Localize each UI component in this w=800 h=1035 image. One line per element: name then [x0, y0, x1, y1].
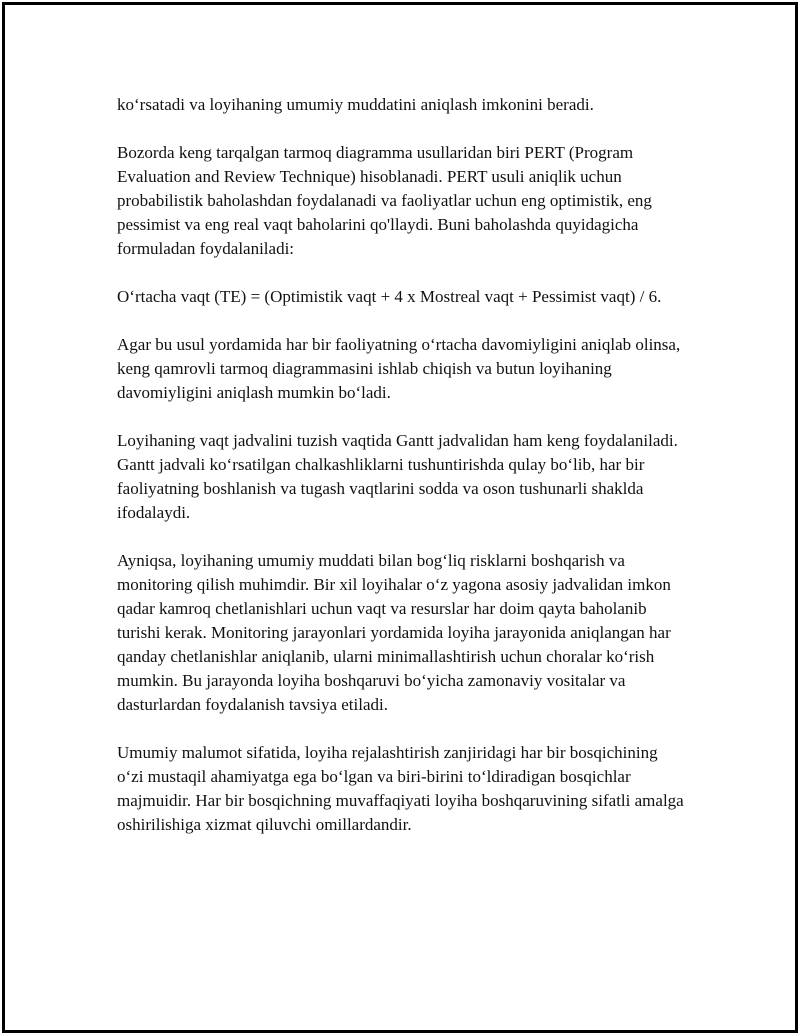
document-body	[117, 93, 687, 861]
paragraph-pert-formula: O‘rtacha vaqt (TE) = (Optimistik vaqt + 4 x Mostreal vaqt + Pessimist vaqt) / 6.	[117, 287, 662, 306]
paragraph-gantt-chart: Loyihaning vaqt jadvalini tuzish vaqtida Gantt jadvalidan ham keng foydalaniladi. Gantt jadvali ko‘rsatilgan chalkashliklarni tushuntirishda qulay bo‘lib, har bir faoliyatning boshlanish va tugash vaqtlarini sodda va oson tushunarli shaklda ifodalaydi.	[117, 431, 678, 522]
paragraph-activity-duration: Agar bu usul yordamida har bir faoliyatning o‘rtacha davomiyligini aniqlab olinsa, keng qamrovli tarmoq diagrammasini ishlab chiqish va butun loyihaning davomiyligini aniqlash mumkin bo‘ladi.	[117, 335, 681, 402]
paragraph-conclusion: Umumiy malumot sifatida, loyiha rejalashtirish zanjiridagi har bir bosqichining o‘zi mustaqil ahamiyatga ega bo‘lgan va biri-birini to‘ldiradigan bosqichlar majmuidir. Har bir bosqichning muvaffaqiyati loyiha boshqaruvining sifatli amalga oshirilishiga xizmat qiluvchi omillardandir.	[117, 743, 684, 834]
paragraph-pert-method: Bozorda keng tarqalgan tarmoq diagramma usullaridan biri PERT (Program Evaluation and Review Technique) hisoblanadi. PERT usuli aniqlik uchun probabilistik baholashdan foydalanadi va faoliyatlar uchun eng optimistik, eng pessimist va eng real vaqt baholarini qo'llaydi. Buni baholashda quyidagicha formuladan foydalaniladi:	[117, 143, 652, 258]
paragraph-risk-monitoring: Ayniqsa, loyihaning umumiy muddati bilan bog‘liq risklarni boshqarish va monitoring qilish muhimdir. Bir xil loyihalar o‘z yagona asosiy jadvalidan imkon qadar kamroq chetlanishlari uchun vaqt va resurslar har doim qayta baholanib turishi kerak. Monitoring jarayonlari yordamida loyiha jarayonida aniqlangan har qanday chetlanishlar aniqlanib, ularni minimallashtirish uchun choralar ko‘rish mumkin. Bu jarayonda loyiha boshqaruvi bo‘yicha zamonaviy vositalar va dasturlardan foydalanish tavsiya etiladi.	[117, 551, 671, 714]
paragraph-intro-continuation: ko‘rsatadi va loyihaning umumiy muddatini aniqlash imkonini beradi.	[117, 95, 594, 114]
